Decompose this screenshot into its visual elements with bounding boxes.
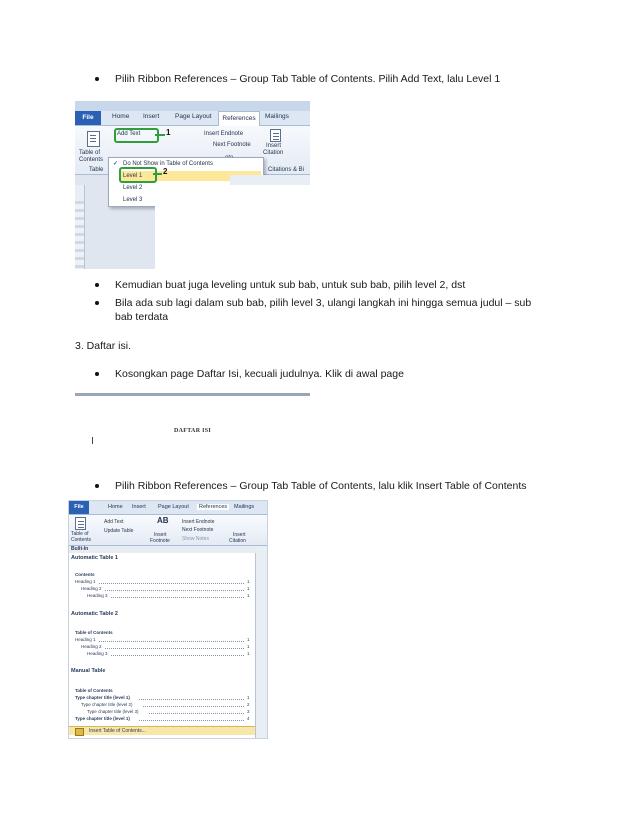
tab-file[interactable]: File <box>69 501 89 514</box>
tab-references[interactable]: References <box>218 111 260 126</box>
arrow-1 <box>155 134 165 136</box>
tab-file[interactable]: File <box>75 111 101 125</box>
dot-leader <box>149 713 244 714</box>
show-notes-button[interactable]: Show Notes <box>182 536 209 542</box>
tab-page-layout[interactable]: Page Layout <box>158 504 189 510</box>
menu-item-level-1[interactable]: Level 1 <box>123 173 143 179</box>
tab-mailings[interactable]: Mailings <box>234 504 255 510</box>
insert-citation-label-1[interactable]: Insert <box>266 143 282 149</box>
insert-citation-icon <box>270 129 281 142</box>
tab-home[interactable]: Home <box>108 504 123 510</box>
dot-leader <box>111 655 244 656</box>
bullet-dot <box>95 372 99 376</box>
tab-mailings[interactable]: Mailings <box>265 113 289 120</box>
insert-footnote-label-2[interactable]: Footnote <box>150 538 170 544</box>
menu-item-level-3[interactable]: Level 3 <box>123 197 143 203</box>
update-table-button[interactable]: Update Table <box>104 528 134 534</box>
add-text-button[interactable]: Add Text <box>104 519 124 525</box>
table-of-contents-icon <box>75 517 86 530</box>
dot-leader <box>105 648 244 649</box>
document-page <box>155 185 310 269</box>
built-in-header: Built-In <box>69 546 257 553</box>
manual-num-2: 2 <box>247 702 250 707</box>
arrow-2 <box>153 173 162 175</box>
toc-label-1[interactable]: Table of <box>71 531 89 537</box>
tab-insert[interactable]: Insert <box>143 113 160 120</box>
insert-footnote-label-1[interactable]: Insert <box>154 532 167 538</box>
level1-highlight <box>119 167 157 183</box>
bullet-text-3-line-1: Bila ada sub lagi dalam sub bab, pilih level 3, ulangi langkah ini hingga semua judul – sub <box>115 297 532 309</box>
menu-item-do-not-show[interactable]: Do Not Show in Table of Contents <box>123 161 213 167</box>
manual-ch-1: Type chapter title (level 1) <box>75 695 130 700</box>
auto2-num-2: 1 <box>247 644 250 649</box>
insert-citation-label-2[interactable]: Citation <box>229 538 246 544</box>
auto1-num-3: 1 <box>247 593 250 598</box>
dot-leader <box>99 583 244 584</box>
bullet-text-1: Pilih Ribbon References – Group Tab Table of Contents. Pilih Add Text, lalu Level 1 <box>115 73 501 85</box>
side-pane <box>256 546 267 738</box>
auto2-heading-3: Heading 3 <box>87 651 108 656</box>
automatic-table-2-title[interactable]: Automatic Table 2 <box>71 611 118 617</box>
manual-ch-3: Type chapter title (level 3) <box>87 709 139 714</box>
toc-gallery <box>69 546 256 738</box>
auto2-num-1: 1 <box>247 637 250 642</box>
auto1-num-2: 1 <box>247 586 250 591</box>
toc-label-2[interactable]: Contents <box>71 537 92 543</box>
dot-leader <box>111 597 244 598</box>
dot-leader <box>143 706 244 707</box>
insert-endnote-button[interactable]: Insert Endnote <box>182 519 215 525</box>
footnote-icon: AB <box>157 516 169 525</box>
section-heading: 3. Daftar isi. <box>75 340 132 352</box>
auto2-num-3: 1 <box>247 651 250 656</box>
bullet-dot <box>95 301 99 305</box>
next-footnote-button[interactable]: Next Footnote <box>182 527 214 533</box>
bullet-dot <box>95 283 99 287</box>
menu-item-level-2[interactable]: Level 2 <box>123 185 143 191</box>
tab-page-layout[interactable]: Page Layout <box>175 113 212 120</box>
manual-toc: Table of Contents <box>75 688 113 693</box>
manual-num-3: 3 <box>247 709 250 714</box>
tab-insert[interactable]: Insert <box>132 504 146 510</box>
bullet-text-2: Kemudian buat juga leveling untuk sub bab, untuk sub bab, pilih level 2, dst <box>115 279 466 291</box>
dot-leader <box>139 699 244 700</box>
auto1-heading-3: Heading 3 <box>87 593 108 598</box>
ribbon-tabs <box>75 111 310 126</box>
auto1-heading-2: Heading 2 <box>81 586 102 591</box>
page-top-border <box>75 393 310 396</box>
table-group-caption: Table <box>89 167 104 173</box>
manual-table-title[interactable]: Manual Table <box>71 668 106 674</box>
text-cursor <box>92 437 93 444</box>
insert-endnote-button[interactable]: Insert Endnote <box>204 131 244 137</box>
automatic-table-1-title[interactable]: Automatic Table 1 <box>71 555 118 561</box>
tab-references[interactable]: References <box>199 504 228 510</box>
step-marker-1: 1 <box>166 128 171 137</box>
manual-num-4: 4 <box>247 716 250 721</box>
add-text-highlight <box>114 128 159 143</box>
ribbon-tabs <box>69 501 267 515</box>
bullet-text-5: Pilih Ribbon References – Group Tab Table of Contents, lalu klik Insert Table of Contents <box>115 480 527 492</box>
bullet-dot <box>95 77 99 81</box>
manual-ch-2: Type chapter title (level 2) <box>81 702 133 707</box>
daftar-isi-heading: DAFTAR ISI <box>173 428 212 434</box>
toc-label-1: Table of <box>79 150 101 156</box>
citations-group-caption: Citations & Bi <box>268 167 305 173</box>
table-of-contents-icon <box>87 131 100 147</box>
insert-citation-label-2[interactable]: Citation <box>263 150 284 156</box>
bullet-dot <box>95 484 99 488</box>
auto1-num-1: 1 <box>247 579 250 584</box>
next-footnote-button[interactable]: Next Footnote <box>213 142 251 148</box>
insert-table-of-contents-item[interactable]: Insert Table of Contents... <box>69 726 255 735</box>
tab-home[interactable]: Home <box>112 113 130 120</box>
dot-leader <box>139 720 244 721</box>
toc-label-2: Contents <box>79 157 104 163</box>
insert-citation-label-1[interactable]: Insert <box>233 532 246 538</box>
ribbon-panel <box>69 515 267 546</box>
manual-ch-4: Type chapter title (level 1) <box>75 716 130 721</box>
auto2-toc: Table of Contents <box>75 630 113 635</box>
quick-access-toolbar <box>75 101 310 111</box>
bullet-text-3-line-2: bab terdata <box>115 311 169 323</box>
screenshot-add-text-menu <box>75 101 310 269</box>
screenshot-toc-gallery <box>68 500 268 739</box>
auto2-heading-2: Heading 2 <box>81 644 102 649</box>
bullet-text-4: Kosongkan page Daftar Isi, kecuali judulnya. Klik di awal page <box>115 368 404 380</box>
auto1-heading-1: Heading 1 <box>75 579 96 584</box>
step-marker-2: 2 <box>163 167 168 176</box>
ruler-ticks <box>75 201 84 269</box>
auto2-heading-1: Heading 1 <box>75 637 96 642</box>
toc-insert-icon <box>75 728 84 736</box>
dot-leader <box>99 641 244 642</box>
add-text-button[interactable]: Add Text <box>117 131 141 137</box>
auto1-contents: Contents <box>75 572 95 577</box>
dot-leader <box>105 590 244 591</box>
screenshot-daftar-isi-page <box>75 393 310 455</box>
manual-num-1: 1 <box>247 695 250 700</box>
checkmark-icon: ✓ <box>113 161 119 167</box>
